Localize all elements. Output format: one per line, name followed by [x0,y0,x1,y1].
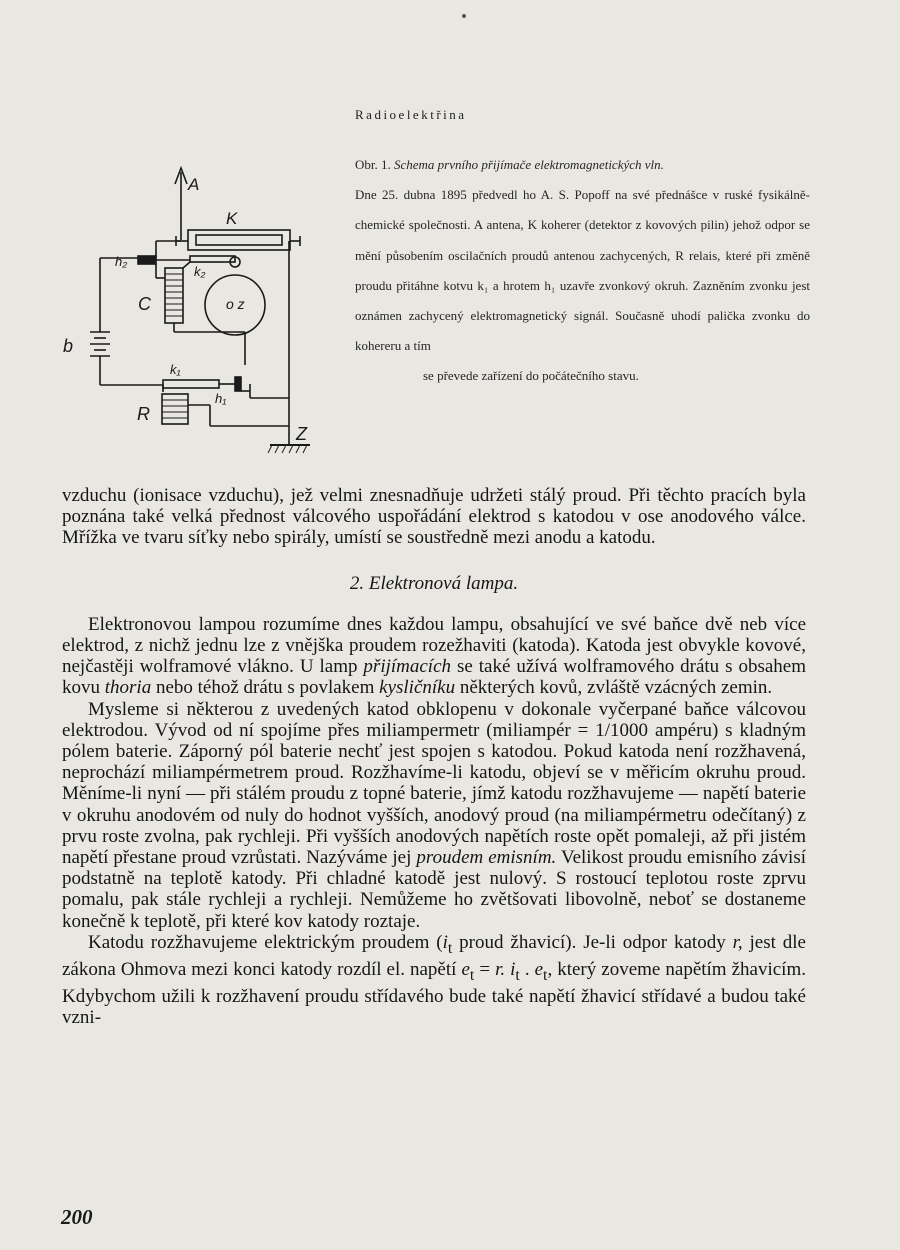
p2-italic-3: kysličníku [379,677,456,699]
p4-e2: e [534,958,544,980]
label-battery: b [63,336,74,356]
relay-r [162,394,188,424]
coherer-tube [188,230,290,250]
p2-italic-2: thoria [104,677,152,699]
label-h1: h₁ [215,391,227,406]
label-h2: h₂ [115,254,128,269]
contact-h2 [138,256,156,264]
caption-last-line: se převede zařízení do počátečního stavu. [423,368,639,384]
label-ground: Z [296,424,307,444]
p4-e2-sub: t [543,966,548,984]
p4-e: e [461,958,470,980]
popov-receiver-schematic [60,150,350,465]
p3-italic: proudem emisním. [416,847,557,869]
caption-title-text: Schema prvního přijímače elektromagnetických vln. [394,157,664,172]
label-k1: k₁ [170,362,181,377]
paragraph-3 [62,699,806,932]
p4-e-sub: t [469,966,475,984]
p4-dot: . [519,958,535,980]
caption-body: Dne 25. dubna 1895 předvedl ho A. S. Popoff na své přednášce v ruské fysikálně-chemické společnosti. A antena, K koherer (detektor z kovových pilin) jehož odpor se mění působením oscilačních proudů antenou zachycených, R relais, které při změně proudu přitáhne kotvu k₁ a hrotem h₁ uzavře zvonkový okruh. Zazněním zvonku jest oznámen zachycený elektromagnetický signál. Současně uhodí palička zvonku do kohereru a tím [355,187,810,354]
label-coherer: K [226,209,238,228]
running-head: Radioelektřina [355,107,467,122]
p4-it: i [442,931,448,953]
p4-text-d: , který zoveme napětím žhavicím. Kdybychom užili k rozžhavení proudu střídavého bude také napětí žhavicí střídavé a budou také vzni- [62,958,806,1029]
label-bell: o z [226,296,245,312]
circuit-diagram [60,150,350,465]
p2-text-d: některých kovů, zvláště vzácných zemin. [455,677,773,699]
p2-italic-1: přijímacích [363,656,452,678]
section-heading: 2. Elektronová lampa. [349,572,519,594]
caption-number: Obr. 1. [355,157,394,172]
main-text [62,485,806,1028]
coherer-filings [196,235,282,245]
p4-r-i: r. i [495,958,516,980]
p3-text-b: Velikost proudu emisního závisí podstatně na teplotě katody. Při chladné katodě jest nulový. S rostoucí teplotou roste zprvu pomalu, pak stále rychleji a rychleji. Nemůžeme ho zvětšovati libovolně, neboť se dostaneme konečně k teplotě, při které kov katody roztaje. [62,847,807,932]
label-antenna: A [188,175,200,194]
p2-text-c: nebo téhož drátu s povlakem [151,677,380,699]
p2-text-a: Elektronovou lampou rozumíme dnes každou lampu, obsahující ve své baňce dvě neb více elektrod, z nichž jednu lze z vnějška proudem rozežhaviti (katoda). Katoda jest obvykle kovové, nejčastěji wolframové vlákno. U lamp [62,613,806,678]
paragraph-1: vzduchu (ionisace vzduchu), jež velmi znesnadňuje udržeti stálý proud. Při těchto pracích byla poznána také velká přednost válcového uspořádání elektrod s katodou v ose anodového válce. Mřížka ve tvaru síťky nebo spirály, umístí se soustředně mezi anodu a katodu. [62,485,806,549]
page-number: 200 [61,1205,93,1229]
figure-caption [355,150,810,392]
caption-title [355,150,810,180]
p4-i-sub: t [515,966,520,984]
p4-text-a: Katodu rozžhavujeme elektrickým proudem ( [88,931,443,953]
coil-c [165,268,183,323]
p2-text-b: se také užívá wolframového drátu s obsahem kovu [62,656,807,699]
label-k2: k₂ [194,264,206,279]
p4-r: r, [732,931,743,953]
p4-equals: = [474,958,496,980]
speck [462,14,466,18]
p4-text-c: jest dle zákona Ohmova mezi konci katody rozdíl el. napětí [62,931,806,980]
p4-text-b: proud žhavicí). Je-li odpor katody [452,931,733,953]
label-relay: R [137,404,150,424]
contact-h1 [235,377,241,391]
p3-text-a: Mysleme si některou z uvedených katod obklopenu v dokonale vyčerpané baňce válcovou elektrodou. Vývod od ní spojíme přes miliampermetr (miliampér = 1/1000 ampéru) s kladným pólem baterie. Záporný pól baterie nechť jest spojen s katodou. Pokud katoda není rozžhavená, neprochází miliampérmetrem proud. Rozžhavíme-li katodu, objeví se v měřicím okruhu proud. Měníme-li nyní — při stálém proudu z topné baterie, jímž katodu rozžhavujeme — napětí baterie v okruhu anodovém od nuly do hodnot vyšších, anodový proud (na miliampérmetru odečítaný) z prvu roste zvolna, pak rychleji. Při vyšších anodových napětích roste opět pomaleji, až při jistém napětí přestane proud vzrůstati. Nazýváme jej [62,698,806,869]
label-c: C [138,294,151,314]
paragraph-2 [62,614,806,699]
paragraph-4 [62,932,806,1028]
p4-sub-t: t [447,939,453,957]
